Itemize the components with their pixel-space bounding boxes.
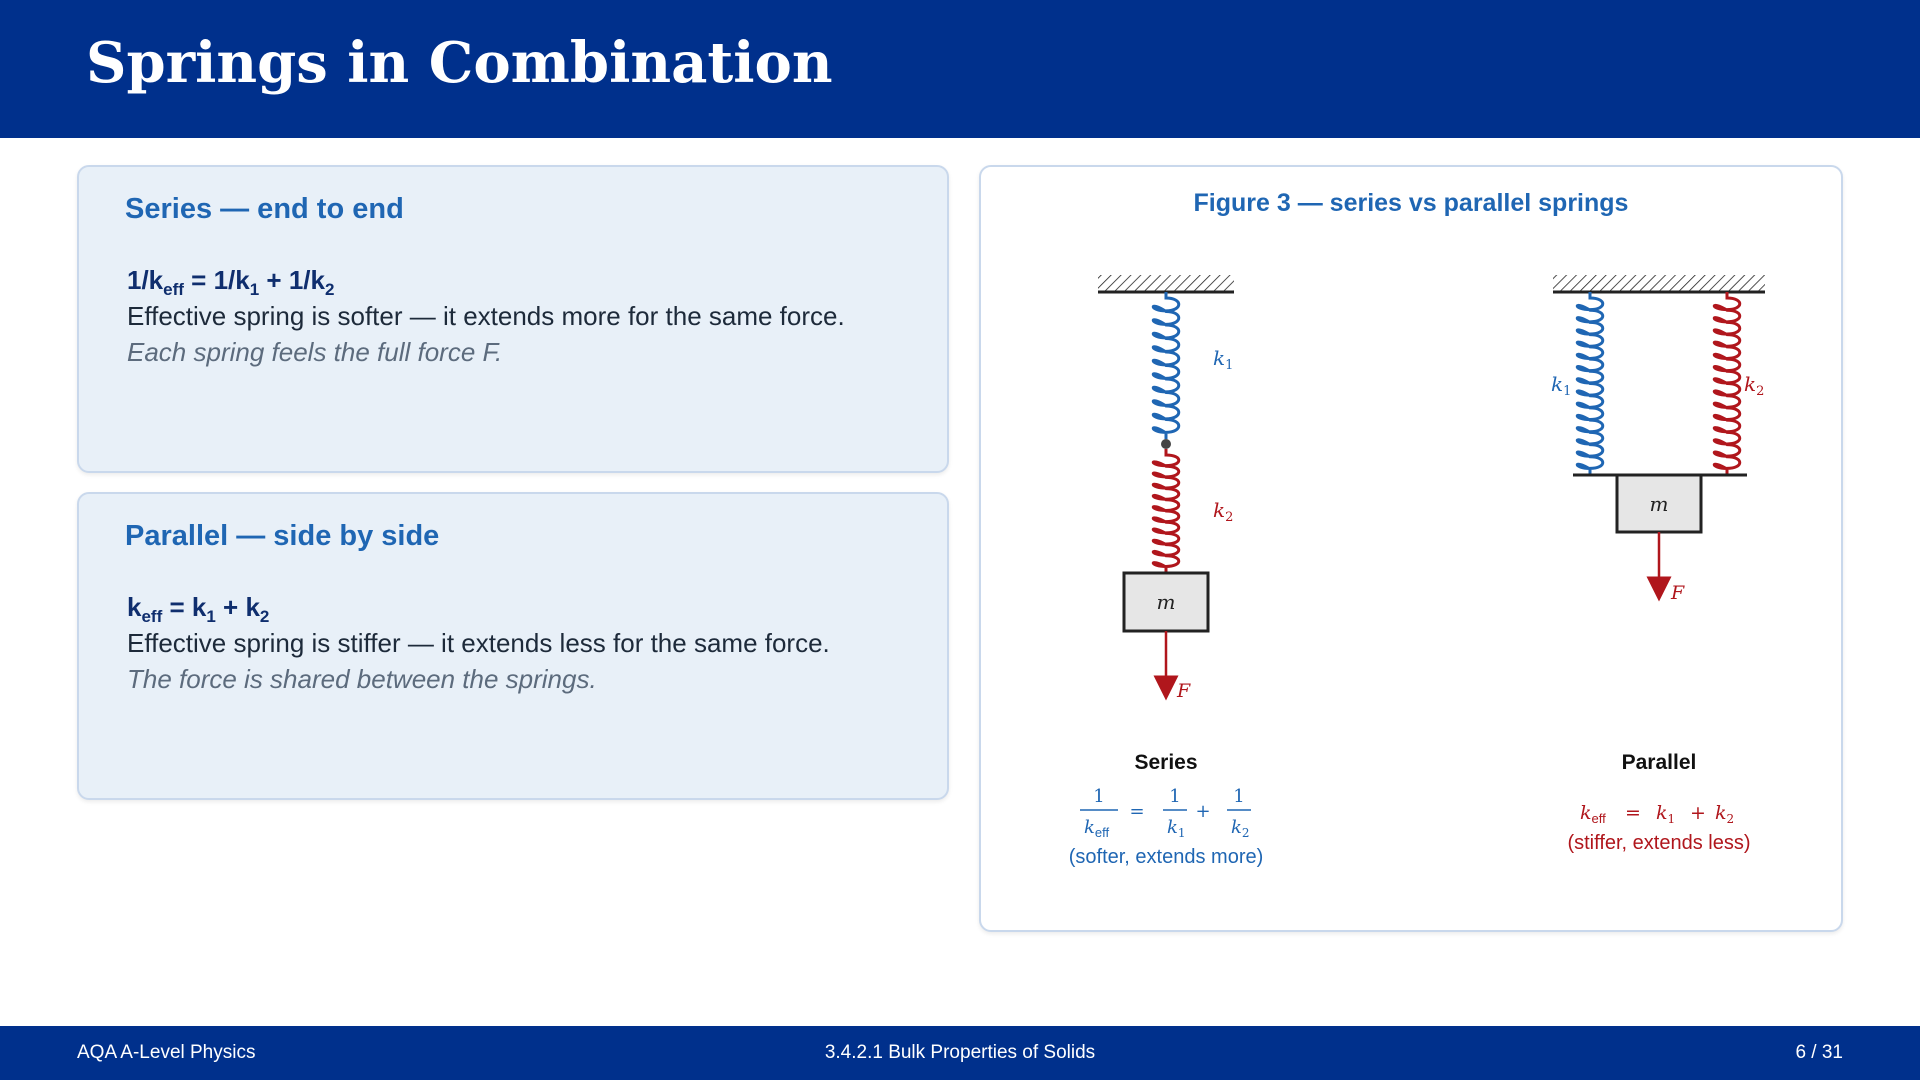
series-force-label: F bbox=[1177, 680, 1191, 702]
parallel-ceiling-hatch bbox=[1553, 275, 1765, 292]
slide-title: Springs in Combination bbox=[86, 30, 833, 96]
series-k2-label: $k_2$ bbox=[1213, 498, 1234, 525]
parallel-heading: Parallel — side by side bbox=[125, 520, 440, 552]
parallel-eq-k1: $k_1$ bbox=[1656, 802, 1676, 826]
series-formula-sub: eff bbox=[163, 280, 184, 300]
series-eq-plus: + bbox=[1195, 801, 1211, 822]
parallel-formula-sub: eff bbox=[141, 607, 163, 627]
parallel-k1-label: $k_1$ bbox=[1551, 372, 1572, 399]
series-label: Series bbox=[1134, 751, 1198, 774]
footer-topic: 3.4.2.1 Bulk Properties of Solids bbox=[824, 1042, 1096, 1063]
parallel-formula-part: k bbox=[127, 592, 142, 622]
series-eq-num: 1 bbox=[1169, 786, 1181, 807]
parallel-k2-label: $k_2$ bbox=[1744, 372, 1765, 399]
parallel-equation bbox=[1580, 802, 1734, 826]
series-caption: (softer, extends more) bbox=[1068, 846, 1264, 868]
parallel-formula-sub: 1 bbox=[206, 607, 216, 627]
spring-diagram bbox=[981, 167, 1841, 930]
parallel-spring-k2 bbox=[1714, 292, 1740, 475]
footer-page-number: 6 / 31 bbox=[1795, 1042, 1843, 1063]
series-eq-den: $k_2$ bbox=[1231, 817, 1250, 840]
series-formula-part: + 1/k bbox=[259, 265, 325, 295]
series-formula-sub: 1 bbox=[249, 280, 260, 300]
series-card bbox=[77, 165, 949, 473]
series-description: Effective spring is softer — it extends more for the same force. bbox=[127, 301, 845, 331]
parallel-label: Parallel bbox=[1621, 751, 1697, 774]
parallel-caption: (stiffer, extends less) bbox=[1567, 832, 1751, 854]
parallel-eq-k2: $k_2$ bbox=[1715, 802, 1735, 826]
figure-panel bbox=[979, 165, 1843, 932]
series-spring-k1 bbox=[1153, 292, 1179, 439]
figure-title: Figure 3 — series vs parallel springs bbox=[1193, 189, 1629, 217]
series-heading: Series — end to end bbox=[125, 193, 404, 225]
parallel-card bbox=[77, 492, 949, 800]
series-spring-k2 bbox=[1153, 449, 1179, 573]
series-note: Each spring feels the full force F. bbox=[127, 337, 503, 367]
series-formula-part: 1/k bbox=[127, 265, 164, 295]
parallel-formula-part: = k bbox=[162, 592, 207, 622]
parallel-spring-k1 bbox=[1577, 292, 1603, 475]
footer-bar bbox=[0, 1026, 1920, 1080]
series-k1-label: $k_1$ bbox=[1213, 346, 1234, 373]
parallel-description: Effective spring is stiffer — it extends less for the same force. bbox=[127, 628, 830, 658]
footer-course: AQA A-Level Physics bbox=[77, 1042, 256, 1063]
series-eq-num: 1 bbox=[1093, 786, 1105, 807]
parallel-formula-sub: 2 bbox=[259, 607, 270, 627]
series-formula-sub: 2 bbox=[324, 280, 335, 300]
series-equation bbox=[1080, 786, 1251, 840]
title-bar bbox=[0, 0, 1920, 138]
parallel-note: The force is shared between the springs. bbox=[127, 664, 597, 694]
parallel-force-label: F bbox=[1671, 582, 1685, 604]
series-junction bbox=[1161, 439, 1171, 449]
series-eq-equals: = bbox=[1129, 801, 1145, 822]
series-ceiling-hatch bbox=[1098, 275, 1234, 292]
series-eq-num: 1 bbox=[1233, 786, 1245, 807]
parallel-formula bbox=[127, 592, 269, 627]
series-mass-label: m bbox=[1156, 590, 1176, 614]
parallel-eq-equals: = bbox=[1625, 802, 1641, 824]
series-formula bbox=[127, 265, 334, 300]
series-eq-den: $k_1$ bbox=[1167, 817, 1186, 840]
parallel-eq-plus: + bbox=[1690, 802, 1706, 824]
series-eq-den: $k_{eff}$ bbox=[1084, 817, 1110, 840]
series-formula-part: = 1/k bbox=[183, 265, 250, 295]
parallel-mass-label: m bbox=[1649, 492, 1669, 516]
parallel-formula-part: + k bbox=[215, 592, 260, 622]
parallel-eq-lhs: $k_{eff}$ bbox=[1580, 802, 1606, 826]
